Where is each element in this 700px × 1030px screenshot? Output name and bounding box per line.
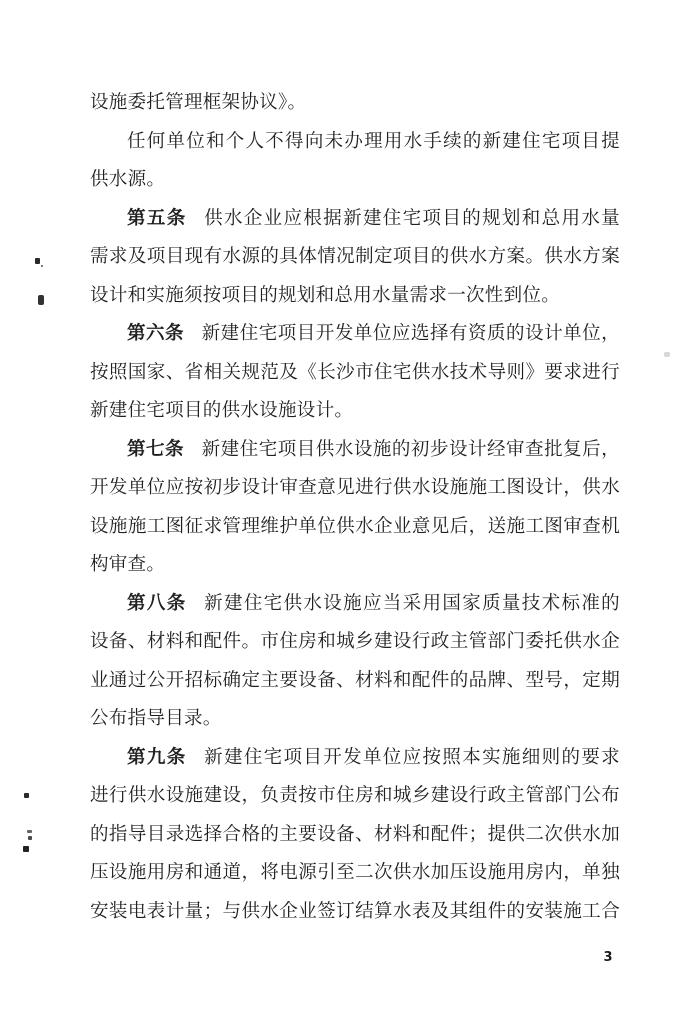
text-line	[90, 392, 620, 431]
ink-speck	[23, 846, 29, 852]
ink-speck	[27, 830, 32, 833]
line-text: 需求及项目现有水源的具体情况制定项目的供水方案。供水方案	[90, 247, 620, 267]
text-line	[90, 662, 620, 701]
text-line	[90, 354, 620, 393]
text-line	[90, 777, 620, 816]
line-text: 设备、材料和配件。市住房和城乡建设行政主管部门委托供水企	[90, 632, 620, 652]
line-text: 按照国家、省相关规范及《长沙市住宅供水技术导则》要求进行	[90, 362, 620, 383]
text-line	[90, 84, 620, 123]
ink-speck	[35, 258, 40, 264]
line-text: 设施委托管理框架协议》。	[90, 93, 307, 113]
article-number: 第五条	[127, 208, 187, 229]
line-text: 开发单位应按初步设计审查意见进行供水设施施工图设计，供水	[90, 478, 620, 498]
article-number: 第八条	[127, 593, 187, 614]
line-text: 新建住宅项目供水设施的初步设计经审查批复后，	[201, 439, 620, 460]
line-text: 设计和实施须按项目的规划和总用水量需求一次性到位。	[90, 285, 561, 306]
text-line	[90, 739, 620, 778]
line-text: 公布指导目录。	[90, 709, 222, 729]
document-body	[90, 84, 620, 931]
ink-speck	[41, 265, 43, 267]
line-text: 新建住宅项目的供水设施设计。	[90, 401, 354, 421]
text-line	[90, 277, 620, 316]
ink-speck	[38, 295, 44, 305]
line-text: 供水企业应根据新建住宅项目的规划和总用水量	[204, 208, 620, 229]
line-text: 的指导目录选择合格的主要设备、材料和配件；提供二次供水加	[90, 824, 620, 845]
text-line	[90, 854, 620, 893]
text-line	[90, 200, 620, 239]
text-line	[90, 546, 620, 585]
text-line	[90, 816, 620, 855]
text-line	[90, 893, 620, 932]
line-text: 业通过公开招标确定主要设备、材料和配件的品牌、型号，定期	[90, 670, 620, 691]
text-line	[90, 623, 620, 662]
text-line	[90, 508, 620, 547]
line-text: 新建住宅项目开发单位应选择有资质的设计单位，	[201, 324, 620, 344]
line-text: 进行供水设施建设，负责按市住房和城乡建设行政主管部门公布	[90, 786, 620, 806]
line-text: 设施施工图征求管理维护单位供水企业意见后，送施工图审查机	[90, 516, 620, 537]
line-text: 新建住宅项目开发单位应按照本实施细则的要求	[204, 747, 620, 768]
text-line	[90, 238, 620, 277]
text-line	[90, 469, 620, 508]
line-text: 任何单位和个人不得向未办理用水手续的新建住宅项目提	[127, 131, 620, 152]
text-line	[90, 585, 620, 624]
article-number: 第六条	[127, 324, 185, 344]
ink-speck	[664, 352, 670, 357]
article-number: 第七条	[127, 439, 185, 460]
page-number: 3	[603, 950, 613, 965]
text-line	[90, 315, 620, 354]
text-line	[90, 431, 620, 470]
line-text: 供水源。	[90, 170, 166, 190]
ink-speck	[28, 836, 32, 840]
text-line	[90, 700, 620, 739]
text-line	[90, 161, 620, 200]
ink-speck	[24, 793, 29, 798]
line-text: 安装电表计量；与供水企业签订结算水表及其组件的安装施工合	[90, 901, 620, 922]
line-text: 新建住宅供水设施应当采用国家质量技术标准的	[204, 593, 620, 614]
text-line	[90, 123, 620, 162]
article-number: 第九条	[127, 747, 187, 768]
line-text: 构审查。	[90, 555, 166, 575]
line-text: 压设施用房和通道，将电源引至二次供水加压设施用房内，单独	[90, 863, 620, 883]
